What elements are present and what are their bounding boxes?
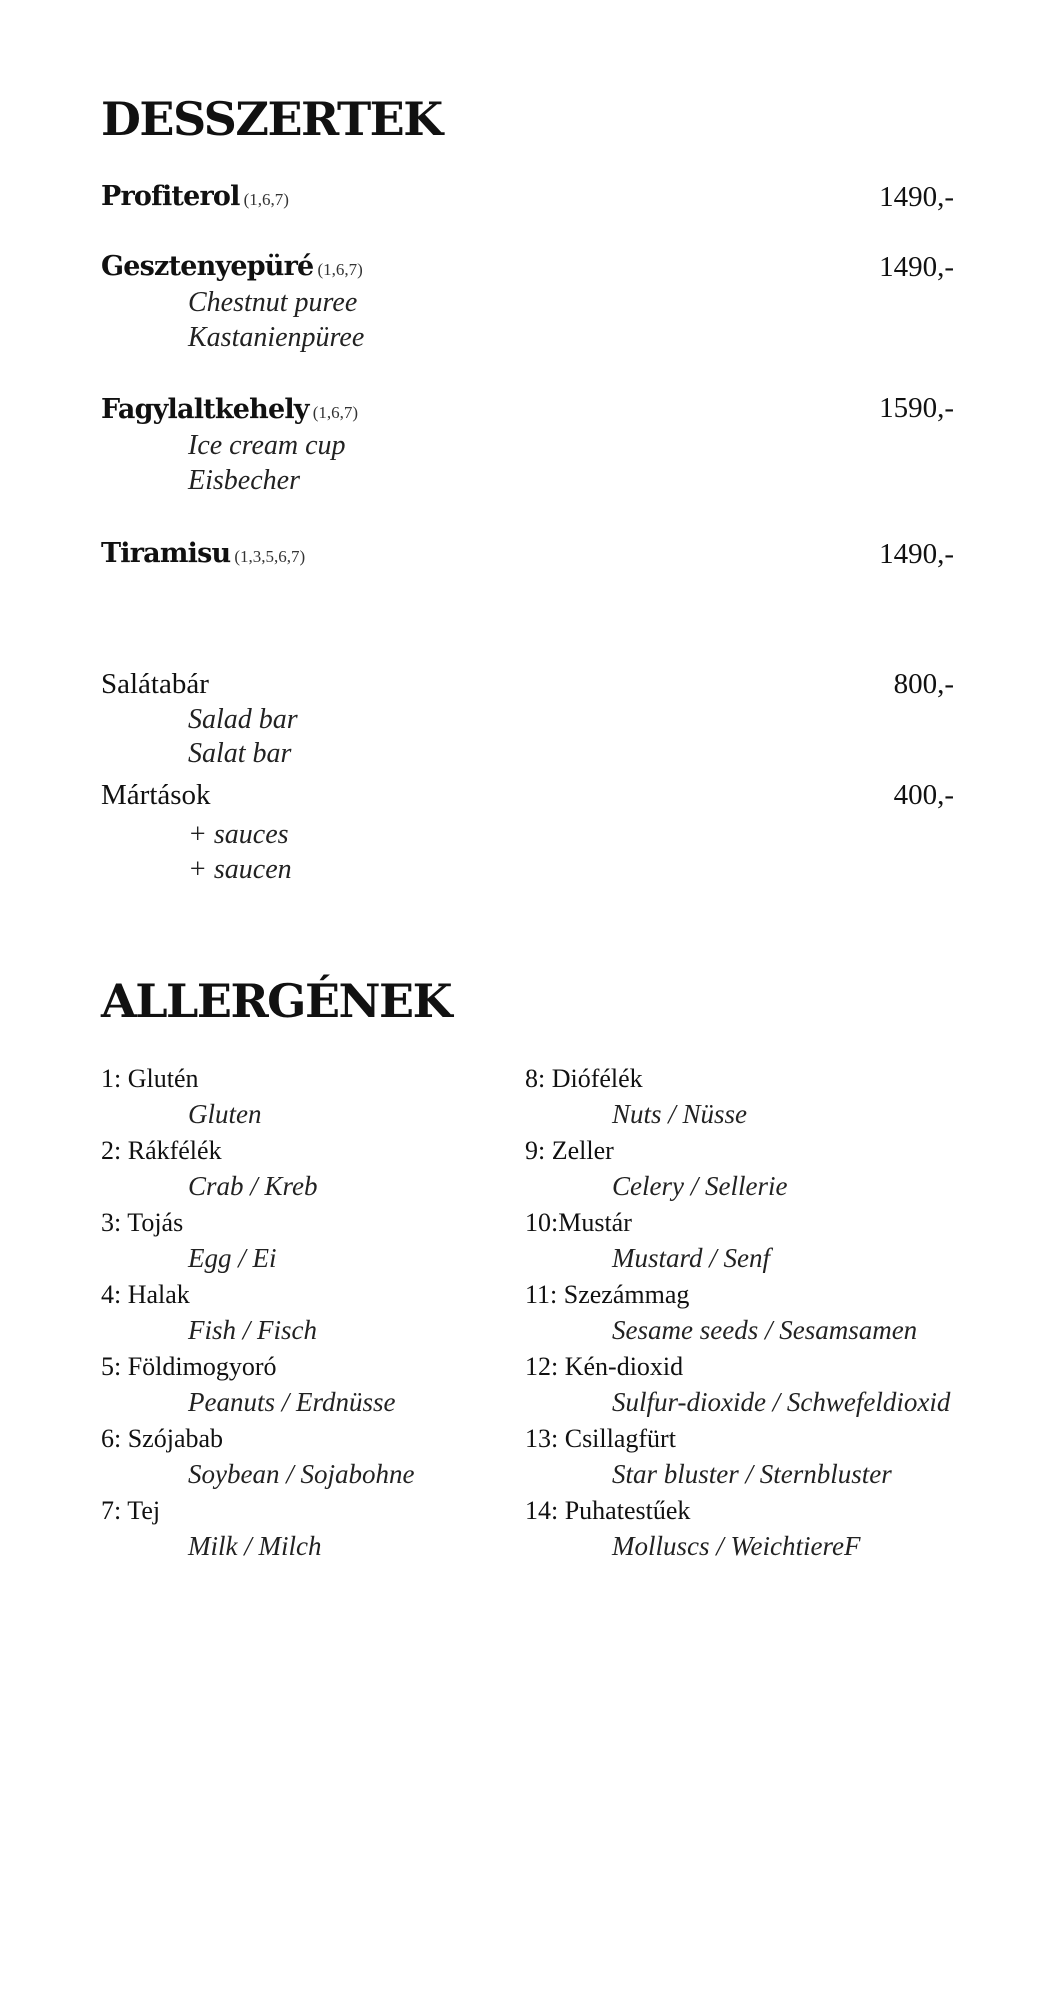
allergen-label: 10:Mustár (525, 1208, 632, 1237)
item-name: Fagylaltkehely (101, 394, 309, 425)
allergen-item (525, 1136, 1005, 1208)
item-translation-german: Salat bar (188, 738, 292, 769)
item-name: Salátabár (101, 668, 209, 700)
item-translation-english: Ice cream cup (188, 430, 346, 461)
allergen-item (525, 1424, 1005, 1496)
item-translation-english: + sauces (188, 819, 289, 850)
allergen-translation: Star bluster / Sternbluster (612, 1459, 892, 1489)
allergen-translation: Fish / Fisch (188, 1315, 317, 1345)
allergen-translation: Sulfur-dioxide / Schwefeldioxid (612, 1387, 951, 1417)
allergen-item (525, 1064, 1005, 1136)
item-translation-english: Chestnut puree (188, 287, 358, 318)
allergen-item (525, 1280, 1005, 1352)
allergen-label: 2: Rákfélék (101, 1136, 222, 1165)
allergen-item (101, 1424, 581, 1496)
item-allergen-codes: (1,6,7) (243, 190, 289, 209)
allergen-label: 12: Kén-dioxid (525, 1352, 684, 1381)
allergen-translation: Nuts / Nüsse (612, 1099, 748, 1129)
item-price: 1590,- (879, 392, 954, 424)
item-name: Tiramisu (101, 538, 231, 569)
allergen-item (525, 1496, 1005, 1568)
item-price: 400,- (893, 779, 954, 811)
allergen-list-left (101, 1064, 581, 1568)
allergen-translation: Gluten (188, 1099, 262, 1129)
item-translation-english: Salad bar (188, 704, 298, 735)
allergen-label: 6: Szójabab (101, 1424, 224, 1453)
allergen-translation: Mustard / Senf (612, 1243, 770, 1273)
allergen-item (525, 1208, 1005, 1280)
item-price: 800,- (893, 668, 954, 700)
allergen-label: 7: Tej (101, 1496, 161, 1525)
allergen-translation: Milk / Milch (188, 1531, 322, 1561)
allergen-label: 3: Tojás (101, 1208, 184, 1237)
item-price: 1490,- (879, 538, 954, 570)
allergen-label: 8: Diófélék (525, 1064, 643, 1093)
allergen-translation: Peanuts / Erdnüsse (188, 1387, 396, 1417)
desserts-heading: DESSZERTEK (101, 92, 442, 146)
item-price: 1490,- (879, 251, 954, 283)
item-translation-german: Eisbecher (188, 465, 300, 496)
allergen-label: 4: Halak (101, 1280, 190, 1309)
item-allergen-codes: (1,6,7) (317, 260, 363, 279)
allergen-translation: Crab / Kreb (188, 1171, 318, 1201)
item-translation-german: Kastanienpüree (188, 322, 365, 353)
allergen-translation: Soybean / Sojabohne (188, 1459, 415, 1489)
allergen-item (101, 1496, 581, 1568)
allergen-label: 11: Szezámmag (525, 1280, 690, 1309)
allergen-item (525, 1352, 1005, 1424)
allergen-translation: Egg / Ei (188, 1243, 277, 1273)
allergen-translation: Celery / Sellerie (612, 1171, 788, 1201)
allergen-label: 13: Csillagfürt (525, 1424, 676, 1453)
item-name: Gesztenyepüré (101, 251, 314, 282)
allergen-label: 14: Puhatestűek (525, 1496, 691, 1525)
item-translation-german: + saucen (188, 854, 292, 885)
allergen-item (101, 1352, 581, 1424)
allergen-item (101, 1064, 581, 1136)
item-price: 1490,- (879, 181, 954, 213)
allergen-item (101, 1280, 581, 1352)
item-allergen-codes: (1,3,5,6,7) (234, 547, 306, 566)
allergen-label: 5: Földimogyoró (101, 1352, 277, 1381)
allergen-list-right (525, 1064, 1005, 1568)
allergen-item (101, 1136, 581, 1208)
item-allergen-codes: (1,6,7) (312, 403, 359, 422)
item-name: Mártások (101, 779, 211, 811)
allergen-label: 1: Glutén (101, 1064, 199, 1093)
allergen-translation: Molluscs / WeichtiereF (612, 1531, 861, 1561)
allergen-item (101, 1208, 581, 1280)
item-name: Profiterol (101, 181, 240, 212)
allergen-label: 9: Zeller (525, 1136, 614, 1165)
allergens-heading: ALLERGÉNEK (101, 974, 452, 1028)
allergen-translation: Sesame seeds / Sesamsamen (612, 1315, 918, 1345)
